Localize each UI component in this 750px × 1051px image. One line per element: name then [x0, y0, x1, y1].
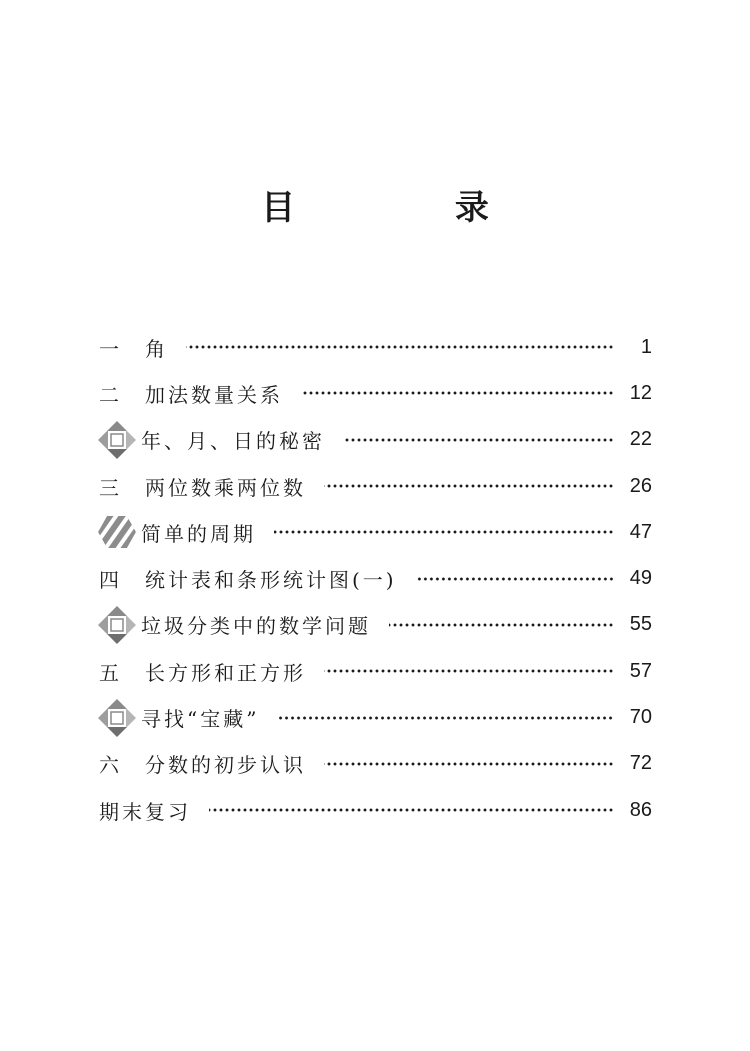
- dot-leader: [324, 762, 614, 766]
- page-title: 目 录: [261, 188, 563, 228]
- toc-entry[interactable]: [99, 602, 652, 648]
- toc-entry-number: 一: [99, 336, 122, 361]
- toc-entry-page-number: 55: [629, 613, 652, 636]
- toc-entry-title: 两位数乘两位数: [145, 475, 306, 500]
- dot-leader: [301, 391, 614, 395]
- toc-entry-title: 统计表和条形统计图(一): [145, 568, 397, 593]
- pinwheel-icon: [97, 698, 141, 738]
- toc-entry-page-number: 86: [629, 798, 652, 821]
- toc-entry-page-number: 47: [629, 520, 652, 543]
- pinwheel-icon: [97, 420, 141, 460]
- pinwheel-icon: [97, 605, 141, 645]
- dot-leader: [415, 577, 614, 581]
- toc-entry-number: 六: [99, 753, 122, 778]
- toc-entry-page-number: 26: [629, 474, 652, 497]
- toc-entry-number: 五: [99, 660, 122, 685]
- toc-entry-number: 三: [99, 475, 122, 500]
- dot-leader: [324, 484, 614, 488]
- toc-entry[interactable]: [99, 463, 652, 509]
- toc-entry-page-number: 22: [629, 428, 652, 451]
- dot-leader: [274, 530, 614, 534]
- dot-leader: [277, 716, 614, 720]
- hexagon-stripes-icon: [97, 512, 141, 552]
- toc-entry-title: 分数的初步认识: [145, 753, 306, 778]
- toc-entry[interactable]: [99, 787, 652, 833]
- dot-leader: [343, 438, 614, 442]
- toc-entry-title: 加法数量关系: [145, 382, 283, 407]
- toc-entry-number: 二: [99, 382, 122, 407]
- toc-entry[interactable]: [99, 417, 652, 463]
- toc-entry[interactable]: [99, 694, 652, 740]
- toc-entry[interactable]: [99, 648, 652, 694]
- toc-entry-title: 寻找“宝藏”: [141, 707, 260, 732]
- table-of-contents: [99, 324, 652, 833]
- toc-entry-page-number: 49: [629, 567, 652, 590]
- toc-entry-page-number: 72: [629, 752, 652, 775]
- dot-leader: [324, 669, 614, 673]
- dot-leader: [209, 808, 614, 812]
- toc-entry[interactable]: [99, 741, 652, 787]
- toc-entry-page-number: 70: [629, 706, 652, 729]
- toc-entry-title: 年、月、日的秘密: [141, 429, 325, 454]
- toc-entry-page-number: 12: [629, 381, 652, 404]
- toc-entry[interactable]: [99, 555, 652, 601]
- toc-entry-title: 角: [145, 336, 168, 361]
- dot-leader: [186, 345, 614, 349]
- toc-entry-title: 期末复习: [99, 799, 191, 824]
- toc-entry-page-number: 1: [640, 335, 652, 358]
- toc-entry-title: 简单的周期: [141, 521, 256, 546]
- toc-entry-title: 长方形和正方形: [145, 660, 306, 685]
- toc-entry[interactable]: [99, 509, 652, 555]
- dot-leader: [389, 623, 614, 627]
- toc-entry-page-number: 57: [629, 659, 652, 682]
- toc-entry[interactable]: [99, 370, 652, 416]
- toc-entry[interactable]: [99, 324, 652, 370]
- toc-entry-title: 垃圾分类中的数学问题: [141, 614, 371, 639]
- toc-entry-number: 四: [99, 568, 122, 593]
